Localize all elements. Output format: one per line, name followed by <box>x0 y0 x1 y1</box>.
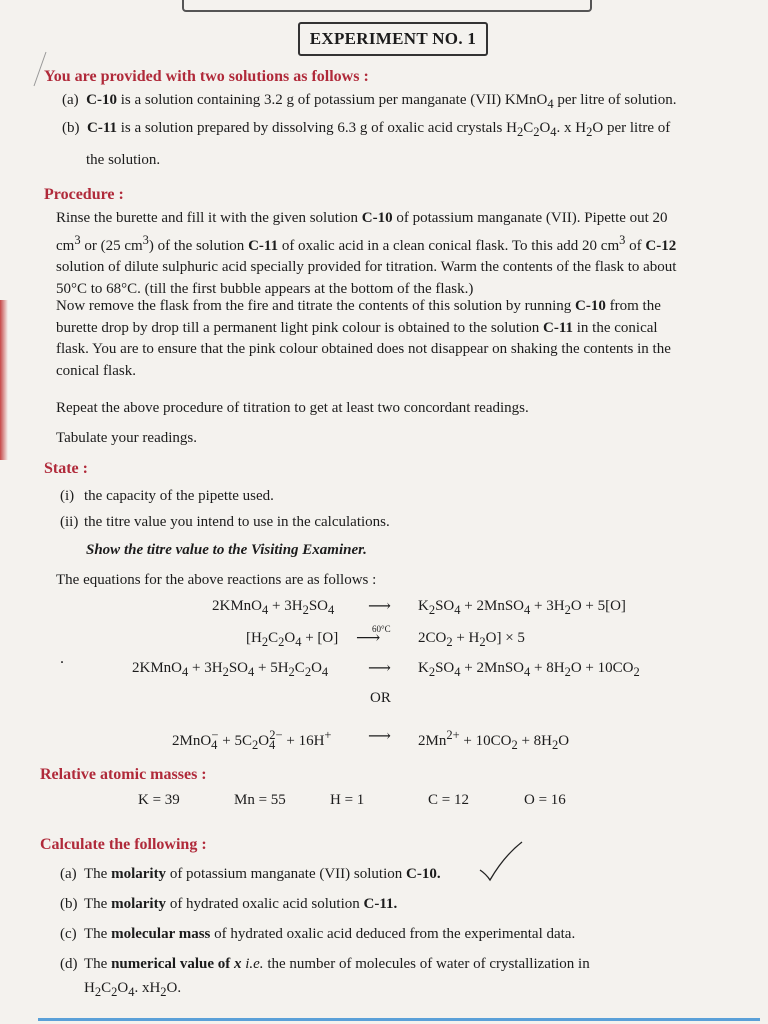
equation-4-arrow-icon: ⟶ <box>368 728 391 745</box>
solution-b-tail: O per litre of <box>592 120 671 136</box>
calc-d-ie: i.e. <box>241 956 264 972</box>
equation-3-left: 2KMnO$_4$ + $3H_2SO_4 + 5H_2C_2O_4$ <box>132 660 329 679</box>
atomic-mass-h: H = 1 <box>330 792 365 808</box>
calc-d-x: x <box>233 956 242 972</box>
atomic-mass-mn: Mn = 55 <box>234 792 286 808</box>
solution-a-sub: 4 <box>547 97 554 111</box>
calc-c-bold: molecular mass <box>111 926 211 942</box>
p1-g: of <box>625 237 646 254</box>
solution-a-label: (a) <box>62 92 79 108</box>
state-item-1 <box>60 486 274 506</box>
calculate-item-c <box>60 924 575 944</box>
state-item-1-label: (i) <box>60 488 75 504</box>
p1-a: Rinse the burette and fill it with the given solution <box>56 210 362 226</box>
calc-a-label: (a) <box>60 866 77 882</box>
p1-c10: C-10 <box>361 210 393 226</box>
intro-heading: You are provided with two solutions as follows : <box>44 68 369 85</box>
calc-a-bold: molarity <box>111 866 167 882</box>
solution-b-c: C <box>523 120 534 136</box>
solution-a-text: is a solution containing 3.2 g of potassium per manganate (VII) KMnO <box>116 92 548 108</box>
calc-d-label: (d) <box>60 956 78 972</box>
equation-2-left: [$H_2C_2O_4 + [O]$ <box>246 630 339 649</box>
equation-2-arrow-icon: ⟶ <box>356 628 381 647</box>
bullet-dot: . <box>60 650 64 667</box>
p1-sup1: 3 <box>74 232 81 247</box>
equation-2-condition: 60°C <box>372 624 391 634</box>
calculate-item-a <box>60 864 441 884</box>
calc-b-bold: molarity <box>111 896 167 912</box>
state-heading: State : <box>44 460 88 477</box>
solution-b-label: (b) <box>62 120 80 136</box>
p2-c10: C-10 <box>575 298 606 314</box>
solution-b-text: is a solution prepared by dissolving 6.3 g of oxalic acid crystals H <box>117 120 517 136</box>
solution-b-id: C-11 <box>87 120 117 136</box>
solution-b-xh: . x H <box>556 120 587 136</box>
calculate-heading: Calculate the following : <box>40 836 207 853</box>
calculate-item-d-formula: $H_2C_2O_4$. $xH_2O$. <box>84 980 182 999</box>
experiment-title <box>298 22 488 56</box>
equation-2-right: $2CO_2 + H_2O] \times 5$ <box>418 630 525 649</box>
p2-d: in the conical <box>573 319 658 336</box>
procedure-paragraph-1 <box>56 208 746 300</box>
procedure-paragraph-3: Repeat the above procedure of titration to get at least two concordant readings. <box>56 400 529 416</box>
p1-e: ) of the solution <box>148 237 249 254</box>
checkmark-icon <box>476 836 526 886</box>
state-item-1-text: the capacity of the pipette used. <box>84 488 274 504</box>
state-item-2-label: (ii) <box>60 514 79 530</box>
atomic-mass-o: O = 16 <box>524 792 566 808</box>
equation-1-arrow-icon: ⟶ <box>368 598 391 615</box>
calc-a-text: of potassium manganate (VII) solution <box>166 866 407 882</box>
top-banner-frame <box>182 0 592 12</box>
equations-intro: The equations for the above reactions are as follows : <box>56 572 377 588</box>
state-item-2 <box>60 512 390 532</box>
equation-1-right: $K_2SO_4$ + 2MnSO$_4$ + $3H_2O + 5[O]$ <box>418 598 626 617</box>
solution-a <box>62 90 676 114</box>
procedure-paragraph-4: Tabulate your readings. <box>56 430 197 446</box>
calc-b-id: C-11. <box>363 896 398 912</box>
state-note: Show the titre value to the Visiting Examiner. <box>86 542 367 558</box>
calc-c-label: (c) <box>60 926 77 942</box>
experiment-title-text: EXPERIMENT NO. 1 <box>309 29 477 48</box>
p1-sup3: 3 <box>619 232 626 247</box>
p1-sup2: 3 <box>142 232 149 247</box>
p2-c: burette drop by drop till a permanent light pink colour is obtained to the solution <box>56 319 543 336</box>
procedure-heading: Procedure : <box>44 186 124 203</box>
equation-4-right: $2Mn^{2+} + 10CO_2 + 8H_2O$ <box>418 728 570 752</box>
solution-b-cont: the solution. <box>86 152 161 168</box>
equation-or: OR <box>370 690 391 706</box>
solution-a-id: C-10 <box>86 92 117 108</box>
page-edge-shadow <box>0 300 8 460</box>
calc-c-text: of hydrated oxalic acid deduced from the experimental data. <box>210 926 576 942</box>
calc-a-id: C-10. <box>406 866 441 882</box>
p2-e: flask. You are to ensure that the pink colour obtained does not disappear on shaking the contents in the <box>56 341 671 357</box>
calc-b-label: (b) <box>60 896 78 912</box>
solution-b: (b) C-11 is a solution prepared by dissolving 6.3 g of oxalic acid crystals $H_2C_2O_4$. x $H_2O$ per litre of <box>62 120 671 139</box>
p2-b: from the <box>605 298 661 314</box>
p1-h: solution of dilute sulphuric acid specially provided for titration. Warm the contents of the flask to about <box>56 259 677 275</box>
calc-b-text: of hydrated oxalic acid solution <box>166 896 364 912</box>
p1-c: cm <box>56 237 75 254</box>
calc-c-the: The <box>84 926 112 942</box>
calculate-item-b <box>60 894 397 914</box>
calc-d-bold: numerical value of <box>111 956 234 972</box>
p1-i: 50°C to 68°C. (till the first bubble appears at the bottom of the flask.) <box>56 280 474 297</box>
calculate-item-d <box>60 954 590 974</box>
atomic-mass-c: C = 12 <box>428 792 469 808</box>
calc-b-the: The <box>84 896 112 912</box>
procedure-paragraph-2 <box>56 296 746 382</box>
p1-d: or (25 cm <box>80 237 143 254</box>
equation-3-arrow-icon: ⟶ <box>368 660 391 677</box>
p2-f: conical flask. <box>56 362 136 379</box>
calc-a-the: The <box>84 866 112 882</box>
atomic-masses-heading: Relative atomic masses : <box>40 766 207 783</box>
solution-a-tail: per litre of solution. <box>553 92 677 108</box>
p1-c12: C-12 <box>645 237 677 254</box>
p1-c11: C-11 <box>248 237 279 254</box>
calc-d-text: the number of molecules of water of crystallization in <box>263 956 590 972</box>
equation-3-right: $K_2SO_4$ + 2MnSO$_4$ + $8H_2O + 10CO_2$ <box>418 660 640 679</box>
equation-4-left: $2MnO_4^- + 5C_2O_4^{2-} + 16H^+$ <box>172 728 332 752</box>
calc-d-the: The <box>84 956 112 972</box>
equation-1-left: 2KMnO$_4$ + $3H_2SO_4$ <box>212 598 335 617</box>
p1-b: of potassium manganate (VII). Pipette out 20 <box>392 210 668 226</box>
state-item-2-text: the titre value you intend to use in the calculations. <box>84 514 390 530</box>
atomic-mass-k: K = 39 <box>138 792 180 808</box>
bottom-rule <box>38 1018 760 1021</box>
p1-f: of oxalic acid in a clean conical flask. To this add 20 cm <box>278 237 620 254</box>
solution-b-o: O <box>539 120 551 136</box>
p2-a: Now remove the flask from the fire and titrate the contents of this solution by running <box>56 298 576 314</box>
p2-c11: C-11 <box>543 319 573 336</box>
